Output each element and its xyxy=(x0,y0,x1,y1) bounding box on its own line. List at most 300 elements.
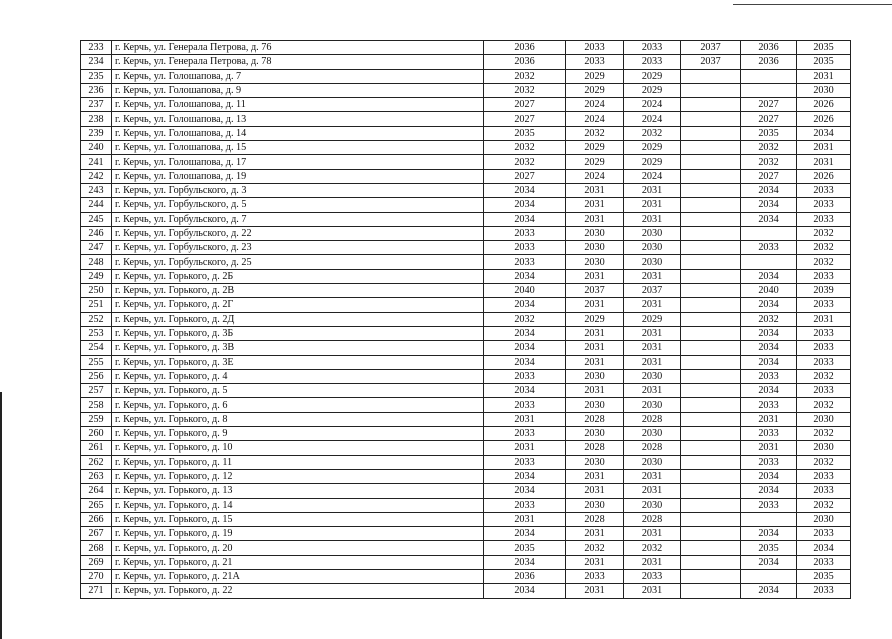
row-number: 265 xyxy=(81,498,112,512)
year-col-2: 2030 xyxy=(566,455,624,469)
year-col-2: 2024 xyxy=(566,169,624,183)
year-col-4 xyxy=(681,484,741,498)
year-col-1: 2033 xyxy=(484,455,566,469)
year-col-4 xyxy=(681,198,741,212)
year-col-5: 2034 xyxy=(741,384,797,398)
year-col-6: 2031 xyxy=(797,312,851,326)
year-col-4 xyxy=(681,584,741,598)
table-row xyxy=(81,298,851,312)
year-col-2: 2030 xyxy=(566,498,624,512)
year-col-6: 2035 xyxy=(797,41,851,55)
year-col-1: 2035 xyxy=(484,541,566,555)
row-number: 263 xyxy=(81,469,112,483)
year-col-5 xyxy=(741,255,797,269)
year-col-3: 2028 xyxy=(624,441,681,455)
year-col-1: 2027 xyxy=(484,112,566,126)
table-row xyxy=(81,226,851,240)
year-col-5: 2034 xyxy=(741,527,797,541)
year-col-1: 2034 xyxy=(484,341,566,355)
row-address: г. Керчь, ул. Горького, д. 2Д xyxy=(112,312,484,326)
year-col-3: 2024 xyxy=(624,98,681,112)
year-col-6: 2033 xyxy=(797,384,851,398)
year-col-2: 2028 xyxy=(566,512,624,526)
table-row xyxy=(81,412,851,426)
year-col-1: 2036 xyxy=(484,569,566,583)
row-address: г. Керчь, ул. Горького, д. 3Е xyxy=(112,355,484,369)
table-row xyxy=(81,183,851,197)
year-col-6: 2033 xyxy=(797,212,851,226)
year-col-5: 2033 xyxy=(741,369,797,383)
year-col-6: 2033 xyxy=(797,355,851,369)
row-number: 246 xyxy=(81,226,112,240)
year-col-4 xyxy=(681,255,741,269)
year-col-2: 2031 xyxy=(566,326,624,340)
year-col-6: 2026 xyxy=(797,112,851,126)
year-col-4 xyxy=(681,326,741,340)
year-col-5: 2034 xyxy=(741,326,797,340)
year-col-6: 2033 xyxy=(797,341,851,355)
year-col-6: 2031 xyxy=(797,141,851,155)
table-row xyxy=(81,341,851,355)
row-number: 271 xyxy=(81,584,112,598)
year-col-4 xyxy=(681,112,741,126)
table-row xyxy=(81,541,851,555)
year-col-1: 2034 xyxy=(484,298,566,312)
year-col-5: 2034 xyxy=(741,198,797,212)
year-col-4 xyxy=(681,412,741,426)
row-address: г. Керчь, ул. Горького, д. 10 xyxy=(112,441,484,455)
year-col-1: 2027 xyxy=(484,98,566,112)
row-number: 269 xyxy=(81,555,112,569)
year-col-1: 2031 xyxy=(484,512,566,526)
table-row xyxy=(81,212,851,226)
year-col-1: 2033 xyxy=(484,498,566,512)
year-col-6: 2033 xyxy=(797,198,851,212)
table-row xyxy=(81,112,851,126)
year-col-6: 2032 xyxy=(797,398,851,412)
row-address: г. Керчь, ул. Горького, д. 12 xyxy=(112,469,484,483)
year-col-2: 2031 xyxy=(566,484,624,498)
year-col-2: 2029 xyxy=(566,141,624,155)
year-col-3: 2031 xyxy=(624,183,681,197)
table-row xyxy=(81,326,851,340)
year-col-1: 2034 xyxy=(484,326,566,340)
year-col-1: 2034 xyxy=(484,198,566,212)
row-address: г. Керчь, ул. Голошапова, д. 14 xyxy=(112,126,484,140)
year-col-4 xyxy=(681,241,741,255)
table-row xyxy=(81,484,851,498)
row-number: 248 xyxy=(81,255,112,269)
table-row xyxy=(81,369,851,383)
row-address: г. Керчь, ул. Горького, д. 4 xyxy=(112,369,484,383)
year-col-5 xyxy=(741,226,797,240)
table-row xyxy=(81,441,851,455)
year-col-1: 2033 xyxy=(484,427,566,441)
year-col-5: 2033 xyxy=(741,498,797,512)
year-col-2: 2032 xyxy=(566,541,624,555)
year-col-3: 2031 xyxy=(624,469,681,483)
year-col-5 xyxy=(741,69,797,83)
year-col-4 xyxy=(681,155,741,169)
year-col-1: 2036 xyxy=(484,41,566,55)
row-address: г. Керчь, ул. Горького, д. 2Г xyxy=(112,298,484,312)
year-col-4 xyxy=(681,355,741,369)
table-row xyxy=(81,126,851,140)
row-address: г. Керчь, ул. Генерала Петрова, д. 78 xyxy=(112,55,484,69)
row-address: г. Керчь, ул. Горького, д. 19 xyxy=(112,527,484,541)
row-number: 233 xyxy=(81,41,112,55)
year-col-1: 2032 xyxy=(484,83,566,97)
year-col-1: 2040 xyxy=(484,284,566,298)
row-address: г. Керчь, ул. Голошапова, д. 17 xyxy=(112,155,484,169)
row-number: 235 xyxy=(81,69,112,83)
row-address: г. Керчь, ул. Генерала Петрова, д. 76 xyxy=(112,41,484,55)
row-address: г. Керчь, ул. Горького, д. 2В xyxy=(112,284,484,298)
row-address: г. Керчь, ул. Горького, д. 22 xyxy=(112,584,484,598)
row-number: 255 xyxy=(81,355,112,369)
year-col-4 xyxy=(681,226,741,240)
year-col-4 xyxy=(681,126,741,140)
year-col-5: 2034 xyxy=(741,469,797,483)
year-col-3: 2031 xyxy=(624,269,681,283)
row-address: г. Керчь, ул. Голошапова, д. 9 xyxy=(112,83,484,97)
row-number: 244 xyxy=(81,198,112,212)
year-col-1: 2032 xyxy=(484,155,566,169)
year-col-2: 2030 xyxy=(566,241,624,255)
row-address: г. Керчь, ул. Горького, д. 13 xyxy=(112,484,484,498)
year-col-1: 2033 xyxy=(484,369,566,383)
row-address: г. Керчь, ул. Горбульского, д. 3 xyxy=(112,183,484,197)
row-address: г. Керчь, ул. Голошапова, д. 19 xyxy=(112,169,484,183)
table-row xyxy=(81,355,851,369)
year-col-2: 2033 xyxy=(566,55,624,69)
year-col-4 xyxy=(681,269,741,283)
year-col-3: 2032 xyxy=(624,126,681,140)
year-col-5: 2034 xyxy=(741,355,797,369)
table-row xyxy=(81,141,851,155)
year-col-5: 2032 xyxy=(741,141,797,155)
year-col-1: 2034 xyxy=(484,384,566,398)
year-col-4 xyxy=(681,183,741,197)
year-col-1: 2034 xyxy=(484,269,566,283)
year-col-2: 2024 xyxy=(566,112,624,126)
year-col-6: 2032 xyxy=(797,241,851,255)
table-body xyxy=(81,41,851,599)
year-col-2: 2030 xyxy=(566,369,624,383)
year-col-3: 2037 xyxy=(624,284,681,298)
year-col-1: 2033 xyxy=(484,255,566,269)
year-col-6: 2033 xyxy=(797,484,851,498)
table-row xyxy=(81,555,851,569)
year-col-3: 2033 xyxy=(624,569,681,583)
year-col-3: 2028 xyxy=(624,412,681,426)
row-number: 262 xyxy=(81,455,112,469)
table-row xyxy=(81,155,851,169)
housing-schedule-table xyxy=(80,40,851,599)
row-number: 257 xyxy=(81,384,112,398)
year-col-6: 2033 xyxy=(797,469,851,483)
year-col-5: 2034 xyxy=(741,298,797,312)
year-col-1: 2034 xyxy=(484,584,566,598)
table-row xyxy=(81,398,851,412)
year-col-3: 2030 xyxy=(624,241,681,255)
year-col-2: 2029 xyxy=(566,155,624,169)
year-col-4: 2037 xyxy=(681,41,741,55)
row-address: г. Керчь, ул. Горького, д. 11 xyxy=(112,455,484,469)
year-col-3: 2030 xyxy=(624,498,681,512)
row-address: г. Керчь, ул. Горького, д. 8 xyxy=(112,412,484,426)
row-address: г. Керчь, ул. Голошапова, д. 11 xyxy=(112,98,484,112)
year-col-5: 2027 xyxy=(741,112,797,126)
year-col-4 xyxy=(681,369,741,383)
row-number: 251 xyxy=(81,298,112,312)
year-col-6: 2033 xyxy=(797,298,851,312)
year-col-1: 2035 xyxy=(484,126,566,140)
row-address: г. Керчь, ул. Горького, д. 2Б xyxy=(112,269,484,283)
table-row xyxy=(81,569,851,583)
row-number: 250 xyxy=(81,284,112,298)
year-col-5: 2031 xyxy=(741,441,797,455)
year-col-5: 2033 xyxy=(741,241,797,255)
row-number: 256 xyxy=(81,369,112,383)
row-number: 261 xyxy=(81,441,112,455)
year-col-5: 2035 xyxy=(741,126,797,140)
year-col-6: 2033 xyxy=(797,555,851,569)
year-col-5: 2035 xyxy=(741,541,797,555)
row-number: 241 xyxy=(81,155,112,169)
year-col-4 xyxy=(681,212,741,226)
year-col-1: 2034 xyxy=(484,355,566,369)
row-address: г. Керчь, ул. Горбульского, д. 25 xyxy=(112,255,484,269)
year-col-4 xyxy=(681,312,741,326)
year-col-5: 2036 xyxy=(741,41,797,55)
year-col-6: 2032 xyxy=(797,455,851,469)
year-col-2: 2037 xyxy=(566,284,624,298)
table-row xyxy=(81,384,851,398)
year-col-2: 2031 xyxy=(566,469,624,483)
year-col-3: 2030 xyxy=(624,226,681,240)
table-row xyxy=(81,198,851,212)
year-col-5: 2034 xyxy=(741,212,797,226)
row-number: 249 xyxy=(81,269,112,283)
row-address: г. Керчь, ул. Горького, д. 21 xyxy=(112,555,484,569)
year-col-1: 2031 xyxy=(484,412,566,426)
year-col-3: 2032 xyxy=(624,541,681,555)
table-row xyxy=(81,98,851,112)
year-col-6: 2033 xyxy=(797,326,851,340)
year-col-6: 2032 xyxy=(797,498,851,512)
row-address: г. Керчь, ул. Горбульского, д. 5 xyxy=(112,198,484,212)
year-col-3: 2030 xyxy=(624,255,681,269)
year-col-6: 2030 xyxy=(797,412,851,426)
year-col-2: 2030 xyxy=(566,255,624,269)
year-col-1: 2033 xyxy=(484,241,566,255)
year-col-2: 2031 xyxy=(566,555,624,569)
year-col-1: 2034 xyxy=(484,469,566,483)
year-col-2: 2030 xyxy=(566,226,624,240)
row-address: г. Керчь, ул. Горького, д. 15 xyxy=(112,512,484,526)
table-row xyxy=(81,41,851,55)
year-col-3: 2030 xyxy=(624,398,681,412)
year-col-1: 2034 xyxy=(484,212,566,226)
year-col-3: 2029 xyxy=(624,141,681,155)
year-col-6: 2033 xyxy=(797,183,851,197)
year-col-5: 2033 xyxy=(741,455,797,469)
row-number: 268 xyxy=(81,541,112,555)
year-col-3: 2031 xyxy=(624,326,681,340)
year-col-2: 2031 xyxy=(566,584,624,598)
year-col-5: 2027 xyxy=(741,169,797,183)
year-col-2: 2024 xyxy=(566,98,624,112)
year-col-5: 2033 xyxy=(741,398,797,412)
year-col-3: 2024 xyxy=(624,112,681,126)
year-col-6: 2026 xyxy=(797,169,851,183)
year-col-2: 2031 xyxy=(566,355,624,369)
year-col-2: 2031 xyxy=(566,341,624,355)
year-col-2: 2031 xyxy=(566,269,624,283)
row-number: 267 xyxy=(81,527,112,541)
table-row xyxy=(81,169,851,183)
table-row xyxy=(81,584,851,598)
table-row xyxy=(81,269,851,283)
year-col-3: 2029 xyxy=(624,83,681,97)
year-col-1: 2034 xyxy=(484,484,566,498)
year-col-3: 2024 xyxy=(624,169,681,183)
table-row xyxy=(81,255,851,269)
year-col-5: 2036 xyxy=(741,55,797,69)
year-col-4 xyxy=(681,498,741,512)
year-col-4 xyxy=(681,512,741,526)
year-col-5: 2034 xyxy=(741,584,797,598)
year-col-3: 2030 xyxy=(624,369,681,383)
row-number: 258 xyxy=(81,398,112,412)
year-col-1: 2034 xyxy=(484,555,566,569)
year-col-6: 2026 xyxy=(797,98,851,112)
year-col-1: 2027 xyxy=(484,169,566,183)
row-address: г. Керчь, ул. Горького, д. 21А xyxy=(112,569,484,583)
year-col-1: 2033 xyxy=(484,398,566,412)
year-col-4 xyxy=(681,427,741,441)
year-col-2: 2033 xyxy=(566,569,624,583)
row-address: г. Керчь, ул. Горького, д. 5 xyxy=(112,384,484,398)
year-col-2: 2031 xyxy=(566,212,624,226)
year-col-1: 2032 xyxy=(484,141,566,155)
year-col-5: 2034 xyxy=(741,484,797,498)
year-col-2: 2031 xyxy=(566,384,624,398)
year-col-4 xyxy=(681,569,741,583)
year-col-3: 2029 xyxy=(624,69,681,83)
year-col-3: 2033 xyxy=(624,41,681,55)
year-col-4 xyxy=(681,384,741,398)
year-col-4 xyxy=(681,555,741,569)
year-col-3: 2031 xyxy=(624,355,681,369)
year-col-4 xyxy=(681,455,741,469)
header-rule xyxy=(733,4,892,5)
row-address: г. Керчь, ул. Горького, д. 3В xyxy=(112,341,484,355)
table-row xyxy=(81,55,851,69)
year-col-4 xyxy=(681,98,741,112)
year-col-5: 2034 xyxy=(741,269,797,283)
year-col-5: 2027 xyxy=(741,98,797,112)
year-col-4 xyxy=(681,83,741,97)
year-col-3: 2031 xyxy=(624,212,681,226)
year-col-2: 2033 xyxy=(566,41,624,55)
year-col-4 xyxy=(681,169,741,183)
year-col-4 xyxy=(681,284,741,298)
table-row xyxy=(81,498,851,512)
row-number: 264 xyxy=(81,484,112,498)
year-col-6: 2030 xyxy=(797,83,851,97)
year-col-5 xyxy=(741,512,797,526)
row-number: 254 xyxy=(81,341,112,355)
year-col-6: 2034 xyxy=(797,126,851,140)
row-address: г. Керчь, ул. Горького, д. 9 xyxy=(112,427,484,441)
year-col-3: 2031 xyxy=(624,341,681,355)
year-col-3: 2030 xyxy=(624,427,681,441)
year-col-6: 2031 xyxy=(797,69,851,83)
year-col-6: 2034 xyxy=(797,541,851,555)
year-col-6: 2032 xyxy=(797,427,851,441)
table-row xyxy=(81,69,851,83)
row-address: г. Керчь, ул. Горбульского, д. 7 xyxy=(112,212,484,226)
year-col-6: 2035 xyxy=(797,55,851,69)
year-col-3: 2030 xyxy=(624,455,681,469)
table-row xyxy=(81,284,851,298)
year-col-4 xyxy=(681,141,741,155)
year-col-6: 2031 xyxy=(797,155,851,169)
row-number: 243 xyxy=(81,183,112,197)
year-col-2: 2029 xyxy=(566,83,624,97)
year-col-1: 2034 xyxy=(484,183,566,197)
year-col-2: 2029 xyxy=(566,312,624,326)
row-address: г. Керчь, ул. Голошапова, д. 13 xyxy=(112,112,484,126)
year-col-3: 2028 xyxy=(624,512,681,526)
year-col-3: 2031 xyxy=(624,198,681,212)
year-col-2: 2031 xyxy=(566,527,624,541)
year-col-3: 2031 xyxy=(624,298,681,312)
row-number: 253 xyxy=(81,326,112,340)
year-col-3: 2031 xyxy=(624,384,681,398)
year-col-5: 2034 xyxy=(741,183,797,197)
year-col-2: 2032 xyxy=(566,126,624,140)
year-col-1: 2032 xyxy=(484,69,566,83)
year-col-2: 2028 xyxy=(566,412,624,426)
year-col-1: 2032 xyxy=(484,312,566,326)
table-row xyxy=(81,427,851,441)
year-col-4 xyxy=(681,527,741,541)
row-address: г. Керчь, ул. Горького, д. 14 xyxy=(112,498,484,512)
year-col-5: 2031 xyxy=(741,412,797,426)
year-col-4 xyxy=(681,541,741,555)
row-number: 234 xyxy=(81,55,112,69)
year-col-6: 2033 xyxy=(797,269,851,283)
year-col-6: 2039 xyxy=(797,284,851,298)
row-number: 236 xyxy=(81,83,112,97)
year-col-4 xyxy=(681,441,741,455)
year-col-6: 2032 xyxy=(797,226,851,240)
row-number: 245 xyxy=(81,212,112,226)
row-address: г. Керчь, ул. Горбульского, д. 23 xyxy=(112,241,484,255)
year-col-4 xyxy=(681,69,741,83)
year-col-6: 2030 xyxy=(797,512,851,526)
row-number: 239 xyxy=(81,126,112,140)
year-col-2: 2031 xyxy=(566,298,624,312)
row-address: г. Керчь, ул. Горбульского, д. 22 xyxy=(112,226,484,240)
year-col-1: 2034 xyxy=(484,527,566,541)
year-col-6: 2032 xyxy=(797,255,851,269)
year-col-5: 2032 xyxy=(741,155,797,169)
year-col-5 xyxy=(741,569,797,583)
